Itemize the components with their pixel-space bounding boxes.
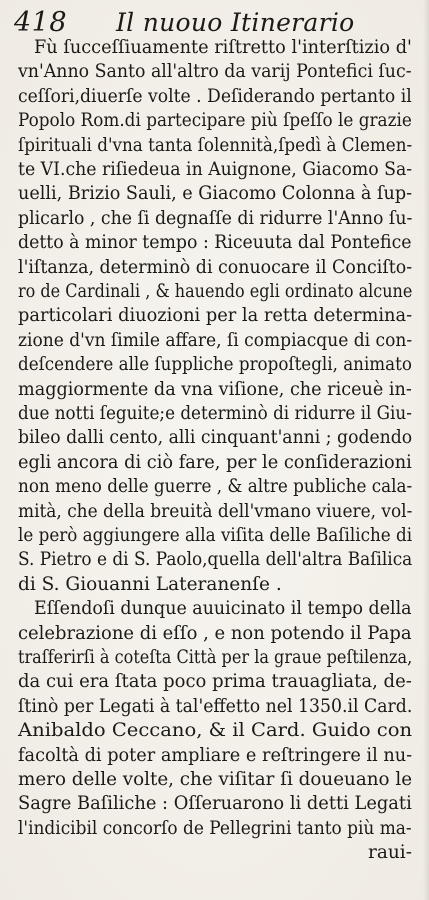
text-line: vn'Anno Santo all'altro da varij Pontefici ſuc- — [18, 61, 412, 83]
text-line: Anibaldo Ceccano, & il Card. Guido con — [18, 720, 413, 742]
text-line: le però aggiungere alla viſita delle Baſiliche di — [18, 525, 413, 546]
text-line: raui- — [368, 842, 412, 864]
text-line: egli ancora di ciò fare, per le conſiderazioni — [18, 451, 412, 473]
text-line: di S. Giouanni Lateranenſe . — [18, 573, 282, 595]
page-header — [14, 7, 421, 39]
text-line: da cui era ſtata poco prima trauagliata, de- — [18, 671, 412, 693]
text-line: Fù ſucceſſiuamente riſtretto l'interſtizio d' — [34, 37, 412, 58]
text-line: Popolo Rom.di partecipare più ſpeſſo le grazie — [18, 110, 412, 132]
text-line: S. Pietro e di S. Paolo,quella dell'altra Baſilica — [18, 549, 413, 571]
text-line: mero delle volte, che viſitar ſi doueuano le — [18, 769, 413, 790]
text-line: l'iſtanza, determinò di conuocare il Conciſto- — [18, 256, 413, 278]
text-line: l'indicibil concorſo de Pellegrini tanto più ma- — [18, 817, 412, 839]
text-line: Sagre Baſiliche : Oſſeruarono li detti Legati — [18, 793, 412, 815]
text-line: bileo dalli cento, alli cinquant'anni ; godendo — [18, 427, 413, 449]
text-line: plicarlo , che ſi degnaſſe di ridurre l'Anno ſu- — [18, 207, 413, 229]
text-line: detto à minor tempo : Riceuuta dal Pontefice — [18, 232, 412, 254]
text-line: Eſſendoſi dunque auuicinato il tempo della — [34, 598, 412, 620]
text-line: uelli, Brizio Sauli, e Giacomo Colonna à ſup- — [18, 183, 413, 205]
text-line: ro de Cardinali , & hauendo egli ordinato alcune — [18, 281, 413, 302]
text-line: ceſſori,diuerſe volte . Deſiderando pertanto il — [18, 85, 412, 107]
page-edge-shadow — [423, 0, 429, 900]
text-line: traſferirſi à coteſta Città per la graue peſtilenza, — [18, 647, 413, 668]
text-line: particolari diuozioni per la retta determina- — [18, 305, 413, 327]
text-line: ſtinò per Legati à tal'effetto nel 1350.il Card. — [18, 695, 413, 717]
text-line: mità, che della breuità dell'vmano viuere, vol- — [18, 500, 413, 522]
text-line: deſcendere alle ſuppliche propoſtegli, animato — [18, 354, 412, 376]
text-line: maggiormente da vna viſione, che riceuè in- — [18, 378, 412, 400]
text-line: facoltà di poter ampliare e reſtringere il nu- — [18, 744, 413, 766]
text-line: zione d'vn ſimile affare, ſi compiacque di con- — [18, 329, 413, 351]
text-line: celebrazione di eſſo , e non potendo il Papa — [18, 622, 412, 644]
running-title: Il nuouo Itinerario — [116, 8, 355, 37]
page-number: 418 — [14, 7, 68, 38]
text-line: te VI.che riſiedeua in Auignone, Giacomo Sa- — [18, 159, 413, 180]
text-line: ſpirituali d'vna tanta ſolennità,ſpedì à Clemen- — [18, 134, 413, 156]
text-line: non meno delle guerre , & altre publiche cala- — [18, 476, 413, 498]
text-line: due notti ſeguite;e determinò di ridurre il Giu- — [18, 403, 412, 424]
